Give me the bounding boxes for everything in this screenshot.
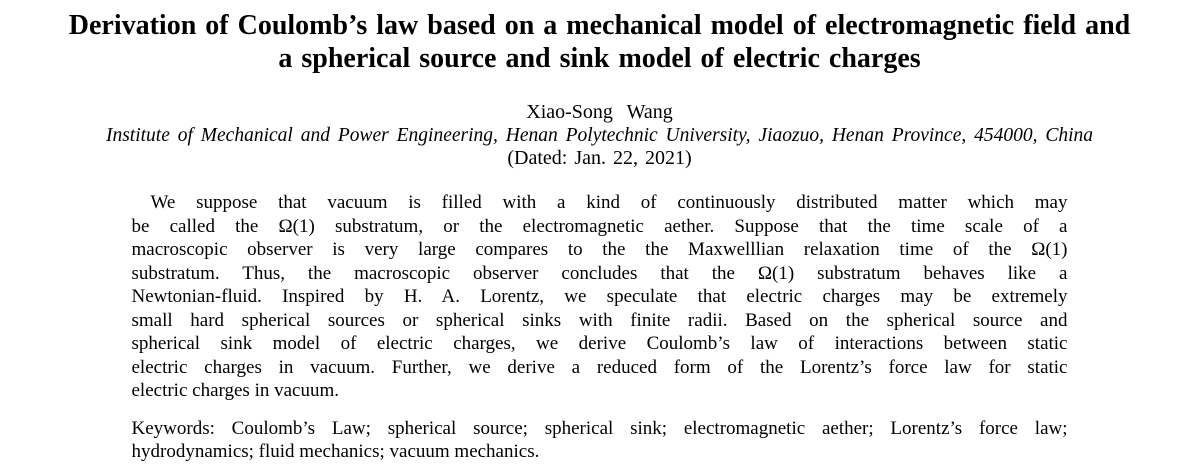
keywords-line: hydrodynamics; fluid mechanics; vacuum mechanics. xyxy=(131,440,540,462)
abstract-line: small hard spherical sources or spherical sinks with finite radii. Based on the spherical source and xyxy=(131,309,1068,331)
abstract-line: be called the Ω(1) substratum, or the electromagnetic aether. Suppose that the time scale of a xyxy=(131,215,1068,237)
affiliation: Institute of Mechanical and Power Engineering, Henan Polytechnic University, Jiaozuo, Henan Province, 454000, China xyxy=(105,125,1094,146)
abstract-line: Newtonian-fluid. Inspired by H. A. Lorentz, we speculate that electric charges may be extremely xyxy=(131,286,1068,307)
abstract-line: macroscopic observer is very large compares to the the Maxwelllian relaxation time of the Ω(1) xyxy=(131,239,1068,260)
abstract xyxy=(132,191,1068,403)
keywords xyxy=(132,417,1068,463)
abstract-line: spherical sink model of electric charges, we derive Coulomb’s law of interactions between static xyxy=(131,333,1068,354)
abstract-line: We suppose that vacuum is filled with a kind of continuously distributed matter which may xyxy=(150,192,1068,213)
paper-title xyxy=(0,0,1199,75)
abstract-line: electric charges in vacuum. xyxy=(131,380,339,401)
date-line: (Dated: Jan. 22, 2021) xyxy=(507,147,692,169)
paper-title-line-1: Derivation of Coulomb’s law based on a mechanical model of electromagnetic field and xyxy=(68,10,1131,41)
author-name: Xiao-Song Wang xyxy=(526,101,673,123)
abstract-line: electric charges in vacuum. Further, we derive a reduced form of the Lorentz’s force law for static xyxy=(131,356,1068,378)
abstract-line: substratum. Thus, the macroscopic observer concludes that the Ω(1) substratum behaves like a xyxy=(131,262,1068,284)
keywords-line: Keywords: Coulomb’s Law; spherical source; spherical sink; electromagnetic aether; Lorentz’s force law; xyxy=(131,417,1068,439)
paper-title-line-2: a spherical source and sink model of electric charges xyxy=(278,43,921,74)
